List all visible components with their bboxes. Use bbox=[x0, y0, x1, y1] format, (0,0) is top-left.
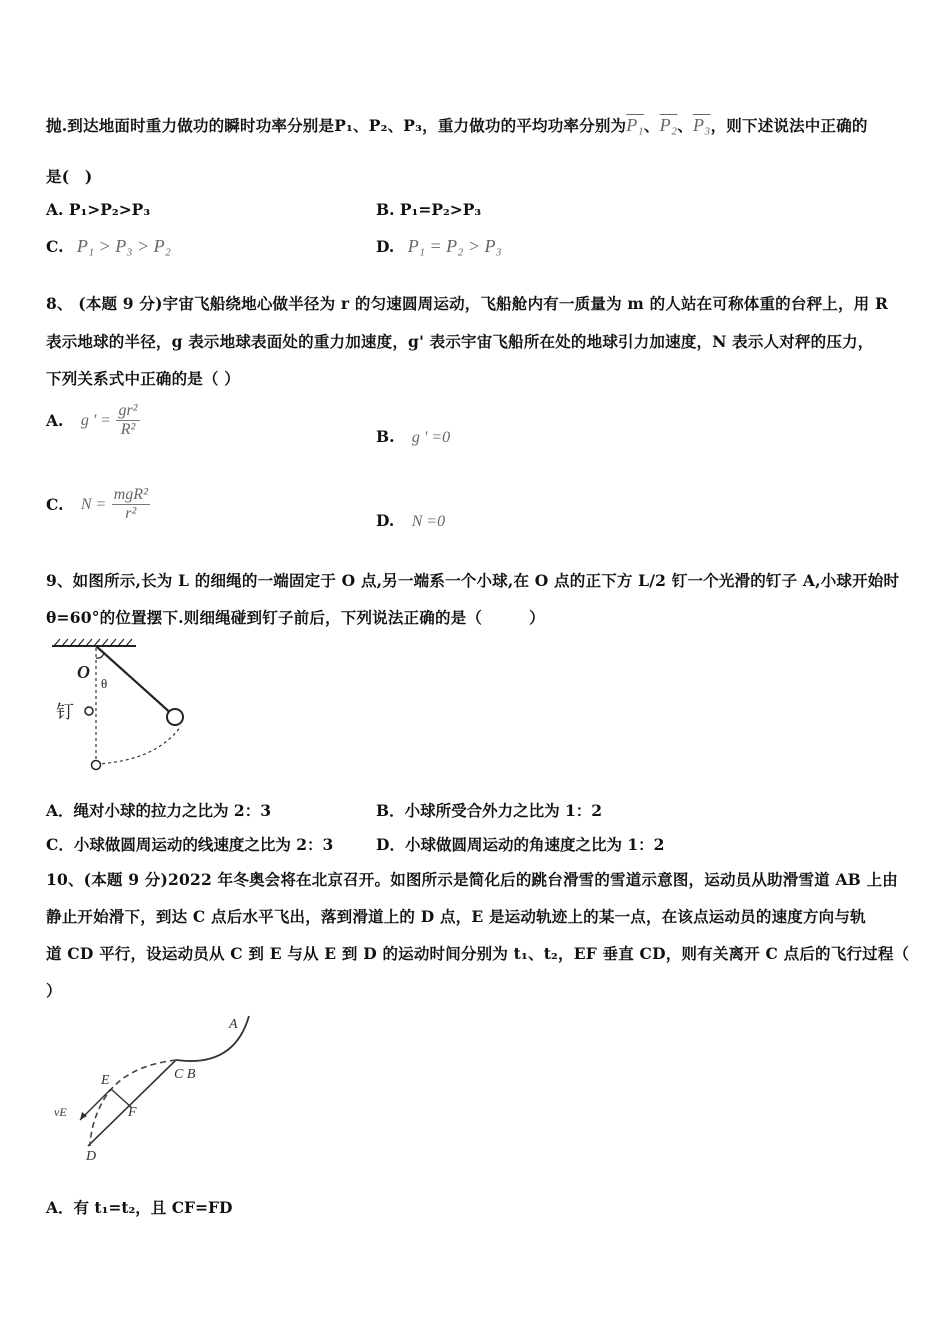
q9-option-b[interactable]: B．小球所受合外力之比为 1：2 bbox=[376, 801, 603, 820]
q8-option-a[interactable] bbox=[46, 402, 140, 439]
q8-option-d-label: D. bbox=[376, 511, 395, 530]
ski-jump-figure bbox=[46, 1008, 266, 1168]
ceiling-hatch bbox=[54, 639, 132, 646]
q8-option-c-fraction bbox=[112, 486, 150, 523]
label-d: D bbox=[86, 1149, 97, 1164]
sep-2: 、 bbox=[677, 116, 693, 135]
q7-line1-text: 抛.到达地面时重力做功的瞬时功率分别是P₁、P₂、P₃，重力做功的平均功率分别为 bbox=[46, 116, 627, 135]
label-o: O bbox=[77, 662, 90, 682]
q10-line4: ） bbox=[46, 981, 62, 1000]
p1-bar: P₁ bbox=[626, 115, 644, 135]
q10-line3: 道 CD 平行，设运动员从 C 到 E 与从 E 到 D 的运动时间分别为 t₁、t₂，EF 垂直 CD，则有关离开 C 点后的飞行过程（ bbox=[46, 944, 910, 963]
ball bbox=[167, 709, 183, 725]
q8-option-c-den: r² bbox=[125, 505, 137, 522]
nail bbox=[85, 707, 93, 715]
q7-option-b[interactable]: B. P₁=P₂>P₃ bbox=[376, 200, 482, 219]
label-theta: θ bbox=[101, 676, 108, 691]
angle-mark bbox=[96, 653, 104, 658]
q9-option-d[interactable]: D．小球做圆周运动的角速度之比为 1：2 bbox=[376, 835, 665, 854]
q7-option-c-label: C. bbox=[46, 237, 64, 256]
q8-option-d-expr: N =0 bbox=[411, 513, 446, 530]
q10-line1: 10、(本题 9 分)2022 年冬奥会将在北京召开。如图所示是简化后的跳台滑雪的雪道示意图，运动员从助滑雪道 AB 上由 bbox=[46, 870, 898, 889]
q7-option-c-expr: P₁ > P₃ > P₂ bbox=[76, 236, 171, 256]
pendulum-figure bbox=[46, 636, 216, 776]
q8-option-c-lhs: N = bbox=[80, 495, 107, 513]
q7-line2: 是( ) bbox=[46, 167, 93, 186]
q8-option-a-num: gr² bbox=[118, 402, 138, 419]
label-a: A bbox=[229, 1017, 238, 1032]
q10-option-a[interactable]: A．有 t₁=t₂，且 CF=FD bbox=[46, 1198, 233, 1217]
p2-bar: P₂ bbox=[659, 115, 678, 135]
bottom-point bbox=[92, 761, 101, 770]
q8-option-b-label: B. bbox=[376, 427, 395, 446]
q9-option-a[interactable]: A．绳对小球的拉力之比为 2：3 bbox=[46, 801, 271, 820]
swing-arc bbox=[96, 726, 181, 764]
q7-line1 bbox=[46, 114, 868, 136]
q8-option-c-num: mgR² bbox=[113, 486, 148, 503]
q8-option-b-expr: g ' =0 bbox=[411, 429, 451, 446]
q8-line3: 下列关系式中正确的是（ ） bbox=[46, 369, 240, 388]
q7-option-d-expr: P₁ = P₂ > P₃ bbox=[407, 236, 502, 256]
q8-line2: 表示地球的半径，g 表示地球表面处的重力加速度，g' 表示宇宙飞船所在处的地球引力加速度，N 表示人对秤的压力， bbox=[46, 332, 874, 351]
label-nail: 钉 bbox=[56, 702, 74, 723]
q10-line2: 静止开始滑下，到达 C 点后水平飞出，落到滑道上的 D 点，E 是运动轨迹上的某一点，在该点运动员的速度方向与轨 bbox=[46, 907, 866, 926]
q9-option-c[interactable]: C．小球做圆周运动的线速度之比为 2：3 bbox=[46, 835, 334, 854]
label-cb: C B bbox=[174, 1067, 196, 1082]
p3-bar: P₃ bbox=[692, 115, 711, 135]
q8-line1: 8、 (本题 9 分)宇宙飞船绕地心做半径为 r 的匀速圆周运动，飞船舱内有一质量为 m 的人站在可称体重的台秤上，用 R bbox=[46, 294, 889, 313]
q7-line1-end: ，则下述说法中正确的 bbox=[710, 116, 868, 135]
sep-1: 、 bbox=[643, 116, 660, 135]
q8-option-a-label: A. bbox=[46, 411, 64, 430]
q9-line2: θ=60°的位置摆下.则细绳碰到钉子前后，下列说法正确的是（ ） bbox=[46, 608, 545, 627]
label-ve: vE bbox=[54, 1105, 67, 1119]
q9-line1: 9、如图所示,长为 L 的细绳的一端固定于 O 点,另一端系一个小球,在 O 点的正下方 L/2 钉一个光滑的钉子 A,小球开始时 bbox=[46, 571, 900, 590]
q8-option-a-den: R² bbox=[120, 421, 136, 438]
q7-option-c[interactable] bbox=[46, 236, 171, 257]
label-e: E bbox=[101, 1073, 110, 1088]
q7-option-d[interactable] bbox=[376, 236, 502, 257]
label-f: F bbox=[128, 1105, 137, 1120]
q8-option-d[interactable] bbox=[376, 511, 445, 531]
rope bbox=[96, 646, 174, 716]
q8-option-c[interactable] bbox=[46, 486, 150, 523]
q7-option-d-label: D. bbox=[376, 237, 395, 256]
slope-ab bbox=[176, 1016, 249, 1061]
q7-option-a[interactable]: A. P₁>P₂>P₃ bbox=[46, 200, 151, 219]
q8-option-a-lhs: g ' = bbox=[80, 411, 112, 429]
q8-option-b[interactable] bbox=[376, 427, 450, 447]
q8-option-a-fraction bbox=[116, 402, 139, 439]
q8-option-c-label: C. bbox=[46, 495, 64, 514]
